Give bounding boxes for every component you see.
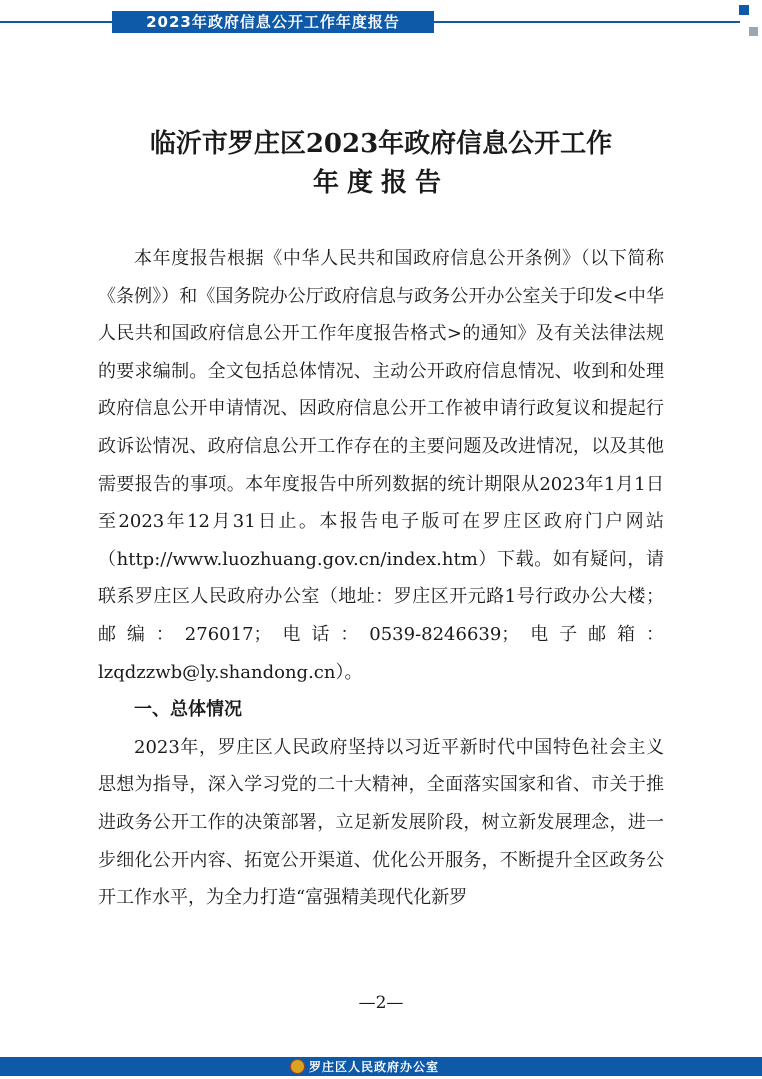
document-body — [98, 240, 664, 917]
page-number: —2— — [358, 993, 404, 1013]
header-decor-square-blue — [739, 5, 749, 15]
header-title-band: 2023年政府信息公开工作年度报告 — [112, 11, 434, 33]
intro-paragraph-contact: （http://www.luozhuang.gov.cn/index.htm）下载。如有疑问，请联系罗庄区人民政府办公室（地址：罗庄区开元路1号行政办公大楼；邮编：276017；电话：0539-8246639；电子邮箱： — [98, 548, 664, 645]
header-decor-square-gray — [749, 27, 758, 36]
section-paragraph: 2023年，罗庄区人民政府坚持以习近平新时代中国特色社会主义思想为指导，深入学习党的二十大精神，全面落实国家和省、市关于推进政务公开工作的决策部署，立足新发展阶段，树立新发展理念，进一步细化公开内容、拓宽公开渠道、优化公开服务，不断提升全区政务公开工作水平，为全力打造“富强精美现代化新罗 — [98, 736, 664, 909]
footer-band — [0, 1057, 762, 1076]
intro-paragraph: 本年度报告根据《中华人民共和国政府信息公开条例》（以下简称《条例》）和《国务院办公厅政府信息与政务公开办公室关于印发<中华人民共和国政府信息公开工作年度报告格式>的通知》及有关法律法规的要求编制。全文包括总体情况、主动公开政府信息情况、收到和处理政府信息公开申请情况、因政府信息公开工作被申请行政复议和提起行政诉讼情况、政府信息公开工作存在的主要问题及改进情况，以及其他需要报告的事项。本年度报告中所列数据的统计期限从2023年1月1日至2023年12月31日止。本报告电子版可在罗庄区政府门户网站 — [98, 248, 664, 533]
national-emblem-icon — [290, 1059, 305, 1074]
section-heading: 一、总体情况 — [134, 699, 242, 721]
document-title-line1: 临沂市罗庄区2023年政府信息公开工作 — [149, 129, 613, 159]
document-title-line2: 年度报告 — [312, 168, 449, 198]
intro-paragraph-email: lzqdzzwb@ly.shandong.cn）。 — [98, 661, 363, 683]
footer-issuer: 罗庄区人民政府办公室 — [309, 1060, 440, 1074]
